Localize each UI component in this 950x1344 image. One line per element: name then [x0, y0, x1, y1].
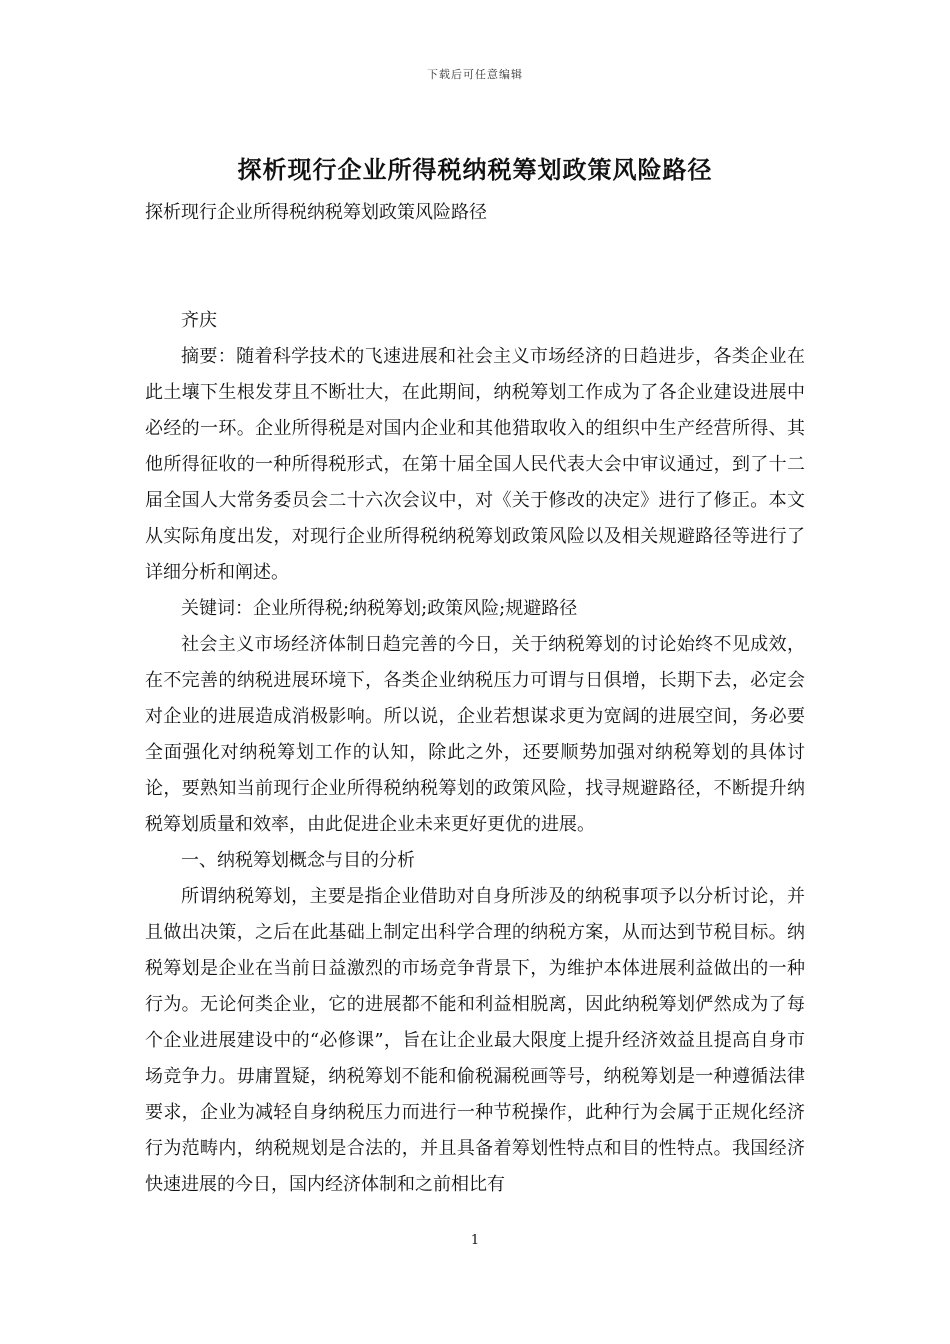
keywords-paragraph: 关键词：企业所得税;纳税筹划;政策风险;规避路径 — [181, 598, 578, 619]
document-subtitle: 探析现行企业所得税纳税筹划政策风险路径 — [145, 202, 487, 223]
abstract-paragraph: 摘要：随着科学技术的飞速进展和社会主义市场经济的日趋进步，各类企业在此土壤下生根发芽且不断壮大，在此期间，纳税筹划工作成为了各企业建设进展中必经的一环。企业所得税是对国内企业和其他猎取收入的组织中生产经营所得、其他所得征收的一种所得税形式，在第十届全国人民代表大会中审议通过，到了十二届全国人大常务委员会二十六次会议中，对《关于修改的决定》进行了修正。本文从实际角度出发，对现行企业所得税纳税筹划政策风险以及相关规避路径等进行了详细分析和阐述。 — [145, 346, 805, 583]
document-body — [145, 195, 805, 1203]
intro-paragraph: 社会主义市场经济体制日趋完善的今日，关于纳税筹划的讨论始终不见成效，在不完善的纳税进展环境下，各类企业纳税压力可谓与日俱增，长期下去，必定会对企业的进展造成消极影响。所以说，企业若想谋求更为宽阔的进展空间，务必要全面强化对纳税筹划工作的认知，除此之外，还要顺势加强对纳税筹划的具体讨论，要熟知当前现行企业所得税纳税筹划的政策风险，找寻规避路径，不断提升纳税筹划质量和效率，由此促进企业未来更好更优的进展。 — [145, 634, 805, 835]
section-heading: 一、纳税筹划概念与目的分析 — [181, 850, 415, 871]
header-note: 下载后可任意编辑 — [427, 68, 523, 81]
section-paragraph: 所谓纳税筹划，主要是指企业借助对自身所涉及的纳税事项予以分析讨论，并且做出决策，之后在此基础上制定出科学合理的纳税方案，从而达到节税目标。纳税筹划是企业在当前日益激烈的市场竞争背景下，为维护本体进展利益做出的一种行为。无论何类企业，它的进展都不能和利益相脱离，因此纳税筹划俨然成为了每个企业进展建设中的“必修课”，旨在让企业最大限度上提升经济效益且提高自身市场竞争力。毋庸置疑，纳税筹划不能和偷税漏税画等号，纳税筹划是一种遵循法律要求，企业为减轻自身纳税压力而进行一种节税操作，此种行为会属于正规化经济行为范畴内，纳税规划是合法的，并且具备着筹划性特点和目的性特点。我国经济快速进展的今日，国内经济体制和之前相比有 — [145, 886, 805, 1195]
page-number: 1 — [470, 1233, 480, 1248]
author-name: 齐庆 — [181, 310, 217, 331]
document-title: 探析现行企业所得税纳税筹划政策风险路径 — [237, 155, 713, 184]
